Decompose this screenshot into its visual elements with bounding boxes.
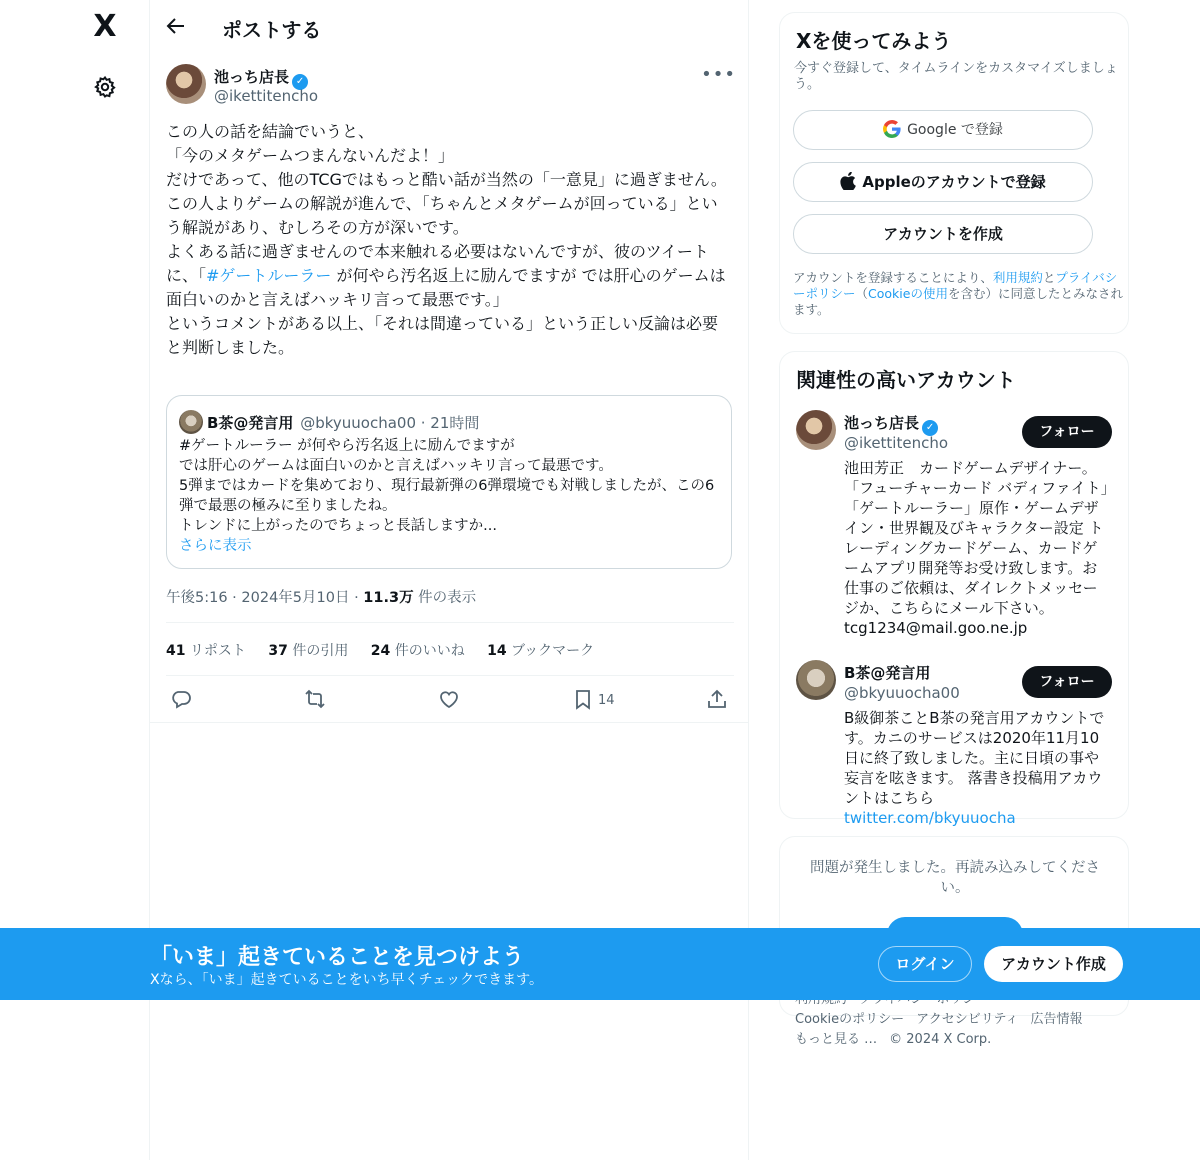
quoted-tweet[interactable] (166, 395, 732, 569)
verified-badge-icon: ✓ (922, 420, 938, 436)
reposts-stat[interactable]: 41 リポスト (166, 643, 246, 659)
bottom-bar-subtitle: Xなら、「いま」起きていることをいち早くチェックできます。 (150, 972, 544, 988)
copyright: © 2024 X Corp. (889, 1032, 992, 1047)
divider (150, 722, 749, 723)
tweet-author (166, 64, 736, 108)
privacy-link[interactable]: プライバシーポリシー (793, 270, 1118, 301)
avatar[interactable] (796, 410, 836, 450)
google-icon (883, 120, 901, 138)
signup-card (779, 12, 1129, 334)
footer-link[interactable]: アクセシビリティ (916, 1012, 1019, 1027)
terms-notice: アカウントを登録することにより、利用規約とプライバシーポリシー（Cookieの使用を含む）に同意したとみなされます。 (793, 270, 1123, 317)
verified-badge-icon: ✓ (292, 74, 308, 90)
tweet-actions (166, 676, 734, 722)
bookmark-count: 14 (598, 693, 615, 708)
quotes-stat[interactable]: 37 件の引用 (268, 643, 349, 659)
avatar[interactable] (166, 64, 206, 104)
bookmarks-stat[interactable]: 14 ブックマーク (487, 643, 595, 659)
terms-link[interactable]: 利用規約 (992, 270, 1043, 285)
follow-button[interactable]: フォロー (1022, 416, 1112, 448)
account-bio: 池田芳正 カードゲームデザイナー。「フューチャーカード バディファイト」「ゲートルーラー」原作・ゲームデザイン・世界観及びキャラクター設定 トレーディングカードゲーム、カードゲームアプリ開発等お受け致します。お仕事のご依頼は、ダイレクトメッセージか、こちらにメール下さい。tcg1234@mail.goo.ne.jp (844, 459, 1109, 637)
x-logo-icon[interactable]: X (93, 9, 117, 44)
quoted-author-handle: @bkyuuocha00 · 21時間 (300, 414, 480, 432)
footer-link[interactable]: Cookieのポリシー (795, 1012, 905, 1027)
avatar[interactable] (796, 660, 836, 700)
bookmark-icon[interactable] (572, 688, 594, 710)
apple-signup-button[interactable]: Appleのアカウントで登録 (793, 162, 1093, 202)
bottom-signup-bar (0, 928, 1200, 1000)
signup-subtitle: 今すぐ登録して、タイムラインをカスタマイズしましょう。 (794, 61, 1118, 92)
account-name[interactable]: 池っち店長 ✓ (844, 412, 938, 436)
timestamp[interactable]: 午後5:16 · 2024年5月10日 · (166, 590, 364, 606)
more-options-icon[interactable]: ••• (701, 64, 736, 85)
like-heart-icon[interactable] (438, 688, 460, 710)
google-signup-button[interactable]: Google で登録 (793, 110, 1093, 150)
create-account-button[interactable]: アカウントを作成 (793, 214, 1093, 254)
back-arrow-icon[interactable] (166, 16, 186, 36)
quoted-tweet-text: #ゲートルーラー が何やら汚名返上に励んでますが では肝心のゲームは面白いのかと言えばハッキリ言って最悪です。 5弾まではカードを集めており、現行最新弾の6弾環境でも対戦しましたが、この6弾で最悪の極みに至りましたね。 トレンドに上がったのでちょっと長話しますか... さらに表示 (179, 438, 715, 554)
author-handle[interactable]: @ikettitencho (214, 87, 319, 105)
share-icon[interactable] (706, 688, 728, 710)
hashtag-link[interactable]: #ゲートルーラー (206, 266, 332, 285)
cookie-link[interactable]: Cookieの使用 (868, 286, 948, 301)
views-count: 11.3万 (363, 590, 414, 606)
bottom-bar-title: 「いま」起きていることを見つけよう (150, 945, 525, 970)
signup-title: Xを使ってみよう (796, 29, 952, 53)
account-handle[interactable]: @bkyuuocha00 (844, 684, 960, 702)
divider (166, 622, 734, 623)
account-handle[interactable]: @ikettitencho (844, 434, 949, 452)
related-accounts-card (779, 351, 1129, 827)
show-more-link[interactable]: さらに表示 (179, 538, 252, 554)
bio-link[interactable]: twitter.com/bkyuuocha (844, 809, 1016, 827)
top-bar (150, 0, 749, 53)
account-bio: B級御茶ことB茶の発言用アカウントです。カニのサービスは2020年11月10日に終了致しました。主に日頃の事や妄言を呟きます。 落書き投稿用アカウントはこちら twitter.com/bkyuuocha (844, 709, 1105, 827)
tweet-meta: 午後5:16 · 2024年5月10日 · 11.3万 件の表示 (166, 590, 477, 606)
footer-link-more[interactable]: もっと見る … (795, 1032, 878, 1047)
signup-button[interactable]: アカウント作成 (984, 946, 1123, 982)
error-message: 問題が発生しました。再読み込みしてください。 (810, 860, 1100, 896)
page-title: ポストする (222, 18, 322, 42)
apple-icon (840, 172, 856, 190)
login-button[interactable]: ログイン (878, 946, 972, 982)
follow-button[interactable]: フォロー (1022, 666, 1112, 698)
account-name[interactable]: B茶@発言用 (844, 664, 931, 682)
tweet-stats (166, 640, 612, 660)
related-accounts-title: 関連性の高いアカウント (796, 368, 1016, 392)
reply-icon[interactable] (170, 688, 192, 710)
avatar (179, 410, 203, 434)
footer-link[interactable]: 広告情報 (1030, 1012, 1083, 1027)
likes-stat[interactable]: 24 件のいいね (370, 643, 465, 659)
quoted-tweet-header (179, 410, 479, 434)
tweet-text: この人の話を結論でいうと、 「今のメタゲームつまんないんだよ！」 だけであって、他のTCGではもっと酷い話が当然の「一意見」に過ぎません。 この人よりゲームの解説が進んで、「ちゃんとメタゲームが回っている」という解説があり、むしろその方が深いです。 よくある話に過ぎませんので本来触れる必要はないんですが、彼のツイートに、「#ゲートルーラー が何やら汚名返上に励んでますが では肝心のゲームは面白いのかと言えばハッキリ言って最悪です。」 というコメントがある以上、「それは間違っている」という正しい反論は必要と判断しました。 (166, 122, 727, 357)
repost-icon[interactable] (304, 688, 326, 710)
gear-icon[interactable] (93, 75, 117, 99)
quoted-author-name: B茶@発言用 (207, 414, 294, 432)
author-name[interactable]: 池っち店長 ✓ (214, 66, 308, 90)
